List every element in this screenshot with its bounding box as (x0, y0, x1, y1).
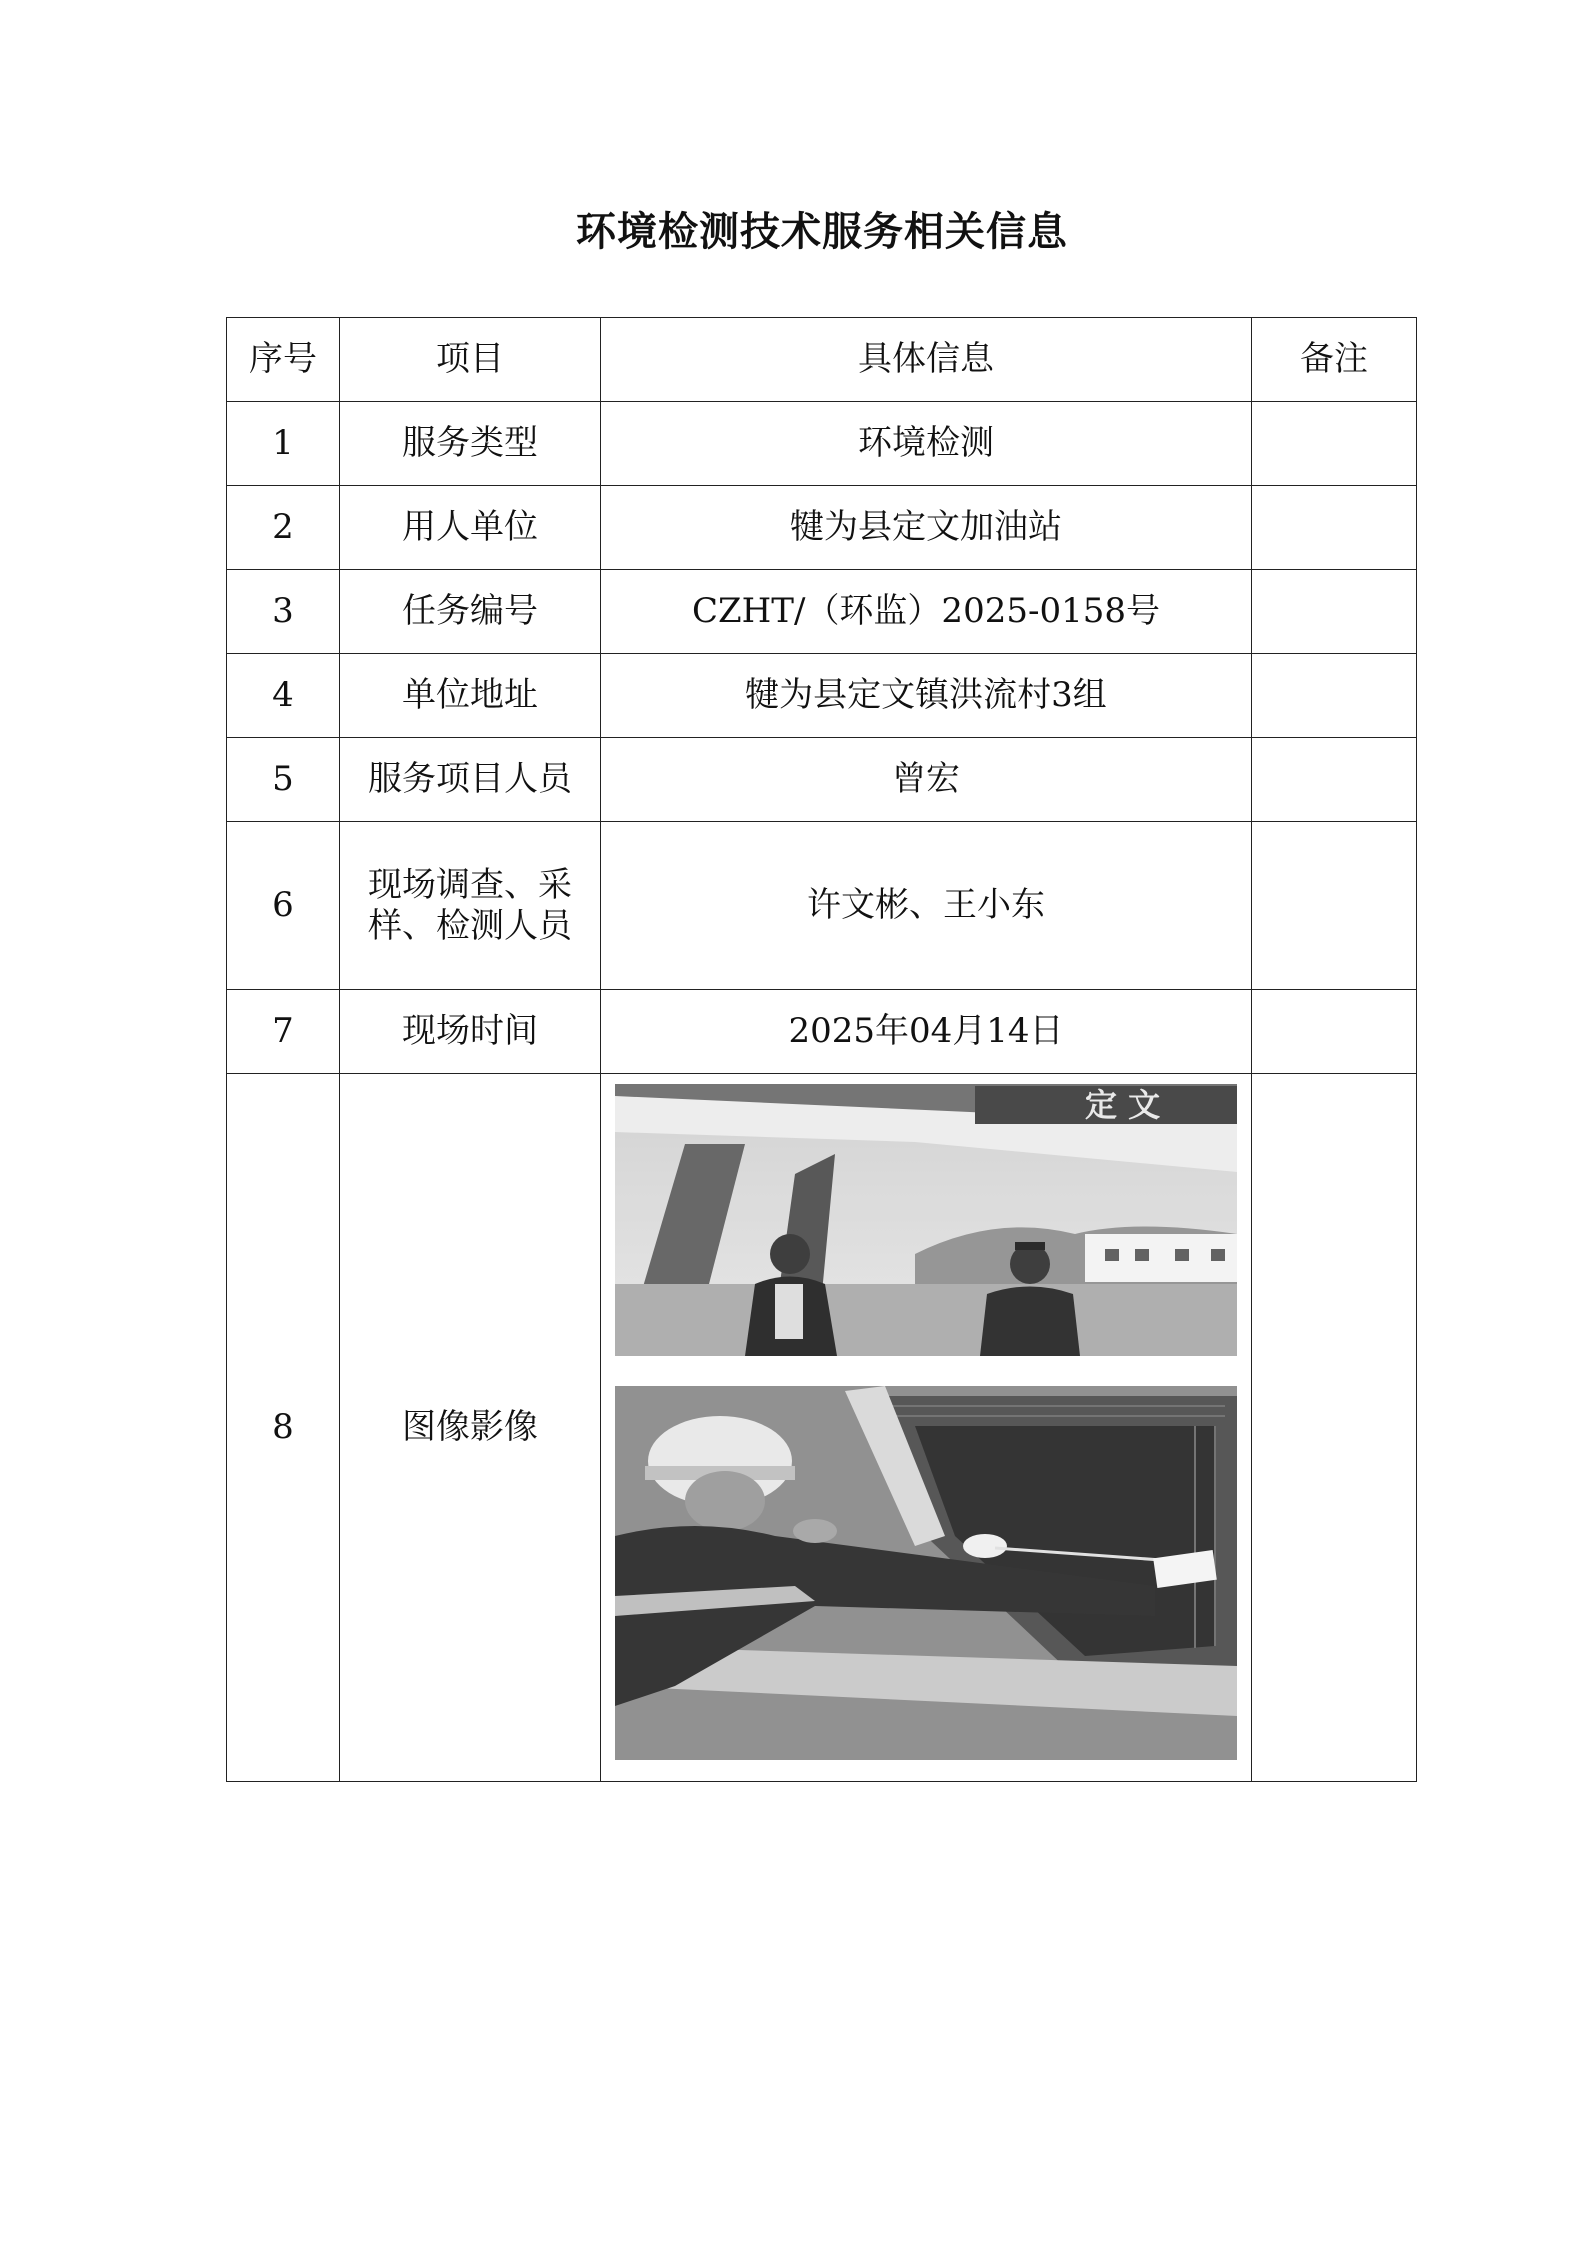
canopy-sign-text: 定 文 (1085, 1086, 1161, 1124)
row-seq: 5 (227, 738, 340, 822)
row-item: 单位地址 (340, 654, 601, 738)
table-row (227, 570, 1417, 654)
row-detail: 犍为县定文镇洪流村3组 (601, 654, 1252, 738)
row-seq: 4 (227, 654, 340, 738)
row-item: 图像影像 (340, 1074, 601, 1782)
table-row (227, 402, 1417, 486)
row-item: 服务项目人员 (340, 738, 601, 822)
row-seq: 6 (227, 822, 340, 990)
row-item: 现场调查、采样、检测人员 (340, 822, 601, 990)
table-row (227, 822, 1417, 990)
row-detail: 2025年04月14日 (601, 990, 1252, 1074)
row-remark (1252, 738, 1417, 822)
row-remark (1252, 486, 1417, 570)
row-seq: 7 (227, 990, 340, 1074)
table-row (227, 486, 1417, 570)
row-detail: 犍为县定文加油站 (601, 486, 1252, 570)
row-detail: 许文彬、王小东 (601, 822, 1252, 990)
table-row (227, 990, 1417, 1074)
table-row (227, 738, 1417, 822)
row-seq: 2 (227, 486, 340, 570)
row-detail: CZHT/（环监）2025-0158号 (601, 570, 1252, 654)
row-seq: 1 (227, 402, 340, 486)
row-remark (1252, 990, 1417, 1074)
header-remark: 备注 (1252, 318, 1417, 402)
row-item: 任务编号 (340, 570, 601, 654)
row-detail: 曾宏 (601, 738, 1252, 822)
table-row (227, 654, 1417, 738)
row-item: 用人单位 (340, 486, 601, 570)
table-header-row (227, 318, 1417, 402)
row-item: 服务类型 (340, 402, 601, 486)
header-item: 项目 (340, 318, 601, 402)
row-detail: 环境检测 (601, 402, 1252, 486)
row-item: 现场时间 (340, 990, 601, 1074)
row-remark (1252, 654, 1417, 738)
header-seq: 序号 (227, 318, 340, 402)
site-photo-sampling (615, 1386, 1237, 1760)
row-remark (1252, 822, 1417, 990)
table-row (227, 1074, 1417, 1782)
row-remark (1252, 402, 1417, 486)
row-seq: 3 (227, 570, 340, 654)
site-photo-gas-station (615, 1084, 1237, 1356)
info-table (226, 317, 1417, 1782)
page-title: 环境检测技术服务相关信息 (576, 208, 1068, 255)
row-remark (1252, 570, 1417, 654)
row-detail-images (601, 1074, 1252, 1782)
row-remark (1252, 1074, 1417, 1782)
header-detail: 具体信息 (601, 318, 1252, 402)
row-seq: 8 (227, 1074, 340, 1782)
